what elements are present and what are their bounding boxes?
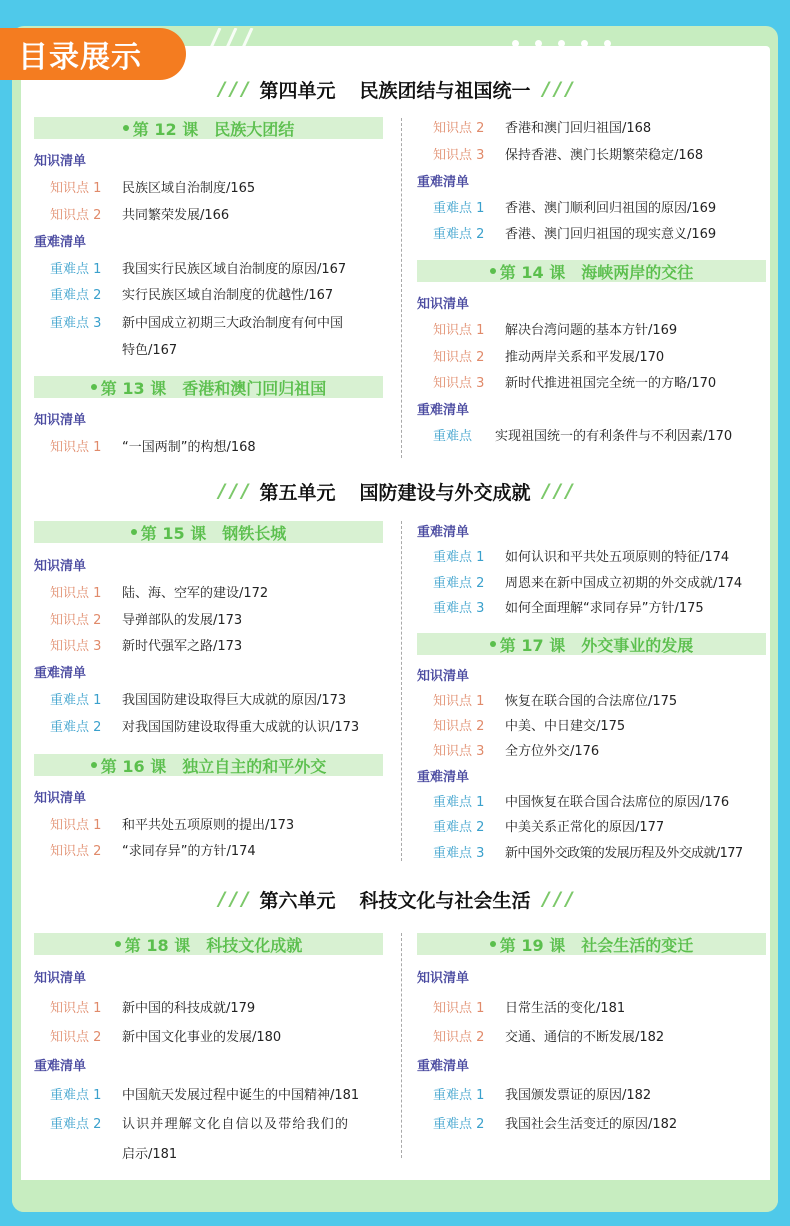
- item-label: 知识点 2: [50, 613, 102, 628]
- list-item: [433, 546, 729, 565]
- list-item: [433, 1026, 664, 1045]
- unit-number: 第四单元: [259, 79, 336, 102]
- item-text: 特色/167: [122, 343, 178, 358]
- item-label: 知识点 3: [433, 376, 485, 391]
- bullet-icon: [131, 529, 137, 535]
- section-label: 知识清单: [417, 971, 470, 986]
- item-text: 保持香港、澳门长期繁荣稳定/168: [505, 148, 704, 163]
- item-label: 知识点 3: [433, 148, 485, 163]
- list-item: [433, 715, 625, 734]
- item-label: 重难点 1: [50, 693, 102, 708]
- item-label: 重难点 2: [50, 720, 102, 735]
- item-text: 陆、海、空军的建设/172: [122, 586, 269, 601]
- lesson-name: 钢铁长城: [222, 523, 287, 543]
- list-item: [50, 312, 343, 331]
- item-text: 实行民族区域自治制度的优越性/167: [122, 288, 334, 303]
- list-item: [433, 117, 651, 136]
- item-label: 重难点 2: [433, 820, 485, 835]
- section-label: 知识清单: [34, 154, 87, 169]
- list-item: [50, 284, 333, 303]
- item-text: 新中国成立初期三大政治制度有何中国: [122, 316, 344, 331]
- list-item: [50, 1084, 359, 1103]
- list-item: [433, 223, 716, 242]
- item-text: 启示/181: [122, 1147, 178, 1162]
- lesson-name: 科技文化成就: [206, 935, 303, 955]
- item-text: 中国航天发展过程中诞生的中国精神/181: [122, 1088, 360, 1103]
- list-item: [50, 609, 242, 628]
- lesson-name: 社会生活的变迁: [581, 935, 694, 955]
- item-text: “一国两制”的构想/168: [122, 440, 256, 455]
- unit-title: [0, 476, 790, 506]
- list-item: [50, 1026, 281, 1045]
- list-item: [433, 997, 625, 1016]
- item-text: 解决台湾问题的基本方针/169: [505, 323, 678, 338]
- slash-decoration-icon: / / /: [218, 888, 248, 910]
- page-title-tab: 目录展示: [0, 28, 186, 80]
- bullet-icon: [115, 941, 121, 947]
- list-item: [433, 372, 716, 391]
- column-divider: [401, 521, 402, 861]
- section-label: 重难清单: [417, 175, 470, 190]
- lesson-header: [34, 376, 383, 398]
- item-label: 知识点 1: [50, 586, 102, 601]
- lesson-number: 第 12 课: [132, 119, 199, 139]
- item-label: 知识点 1: [433, 323, 485, 338]
- item-label: 重难点 1: [50, 262, 102, 277]
- section-label: 知识清单: [34, 413, 87, 428]
- list-item: [433, 842, 743, 861]
- lesson-name: 独立自主的和平外交: [182, 756, 327, 776]
- item-text: 新时代推进祖国完全统一的方略/170: [505, 376, 717, 391]
- item-text: 交通、通信的不断发展/182: [505, 1030, 665, 1045]
- item-label: 重难点 3: [433, 601, 485, 616]
- item-text: 认识并理解文化自信以及带给我们的: [122, 1117, 350, 1132]
- item-text: 中美关系正常化的原因/177: [505, 820, 665, 835]
- list-item: [433, 1084, 651, 1103]
- list-item: [433, 346, 664, 365]
- item-label: 知识点 2: [50, 208, 102, 223]
- list-item: [50, 689, 346, 708]
- slash-decoration-icon: / / /: [542, 480, 572, 502]
- item-text: 香港、澳门回归祖国的现实意义/169: [505, 227, 717, 242]
- list-item: [433, 816, 664, 835]
- list-item: [50, 177, 255, 196]
- lesson-header: [417, 633, 766, 655]
- item-text: 我国社会生活变迁的原因/182: [505, 1117, 678, 1132]
- item-label: 重难点 3: [433, 846, 485, 861]
- item-text: 民族区域自治制度/165: [122, 181, 256, 196]
- lesson-number: 第 16 课: [100, 756, 167, 776]
- item-label: 重难点 3: [50, 316, 102, 331]
- column-divider: [401, 118, 402, 458]
- item-text: 共同繁荣发展/166: [122, 208, 230, 223]
- item-label: 知识点 1: [50, 818, 102, 833]
- item-text: 导弹部队的发展/173: [122, 613, 243, 628]
- item-text: 和平共处五项原则的提出/173: [122, 818, 295, 833]
- item-text: 推动两岸关系和平发展/170: [505, 350, 665, 365]
- unit-name: 科技文化与社会生活: [359, 889, 531, 912]
- list-item: [50, 1113, 349, 1132]
- item-text: 新中国的科技成就/179: [122, 1001, 256, 1016]
- list-item: [433, 572, 742, 591]
- item-label: 知识点 1: [433, 694, 485, 709]
- bullet-icon: [123, 125, 129, 131]
- bottom-frame: [12, 1180, 778, 1212]
- list-item: [50, 840, 256, 859]
- item-text: 周恩来在新中国成立初期的外交成就/174: [505, 576, 743, 591]
- section-label: 重难清单: [417, 525, 470, 540]
- item-text: 新中国文化事业的发展/180: [122, 1030, 282, 1045]
- item-label: 重难点 2: [433, 227, 485, 242]
- list-item: [433, 690, 677, 709]
- section-label: 知识清单: [34, 971, 87, 986]
- tab-stripes-decoration: [204, 28, 304, 50]
- item-label: 重难点 2: [433, 1117, 485, 1132]
- list-item: [50, 258, 346, 277]
- lesson-header: [34, 117, 383, 139]
- list-item: [50, 204, 229, 223]
- item-text: 恢复在联合国的合法席位/175: [505, 694, 678, 709]
- slash-decoration-icon: / / /: [218, 78, 248, 100]
- item-label: 知识点 3: [433, 744, 485, 759]
- list-item: [50, 814, 294, 833]
- item-text: 香港和澳门回归祖国/168: [505, 121, 652, 136]
- unit-title: [0, 884, 790, 914]
- item-label: 重难点 1: [433, 1088, 485, 1103]
- item-label: 重难点 1: [433, 201, 485, 216]
- item-label: 知识点 1: [50, 1001, 102, 1016]
- section-label: 知识清单: [417, 297, 470, 312]
- list-item: [50, 997, 255, 1016]
- slash-decoration-icon: / / /: [542, 78, 572, 100]
- item-text: “求同存异”的方针/174: [122, 844, 256, 859]
- item-label: 重难点 1: [433, 795, 485, 810]
- item-text: 我国国防建设取得巨大成就的原因/173: [122, 693, 347, 708]
- item-label: 重难点 1: [50, 1088, 102, 1103]
- item-text: 实现祖国统一的有利条件与不利因素/170: [495, 429, 733, 444]
- section-label: 重难清单: [417, 1059, 470, 1074]
- item-label: 知识点 3: [50, 639, 102, 654]
- lesson-number: 第 15 课: [140, 523, 207, 543]
- lesson-header: [34, 754, 383, 776]
- list-item: [50, 436, 256, 455]
- item-label: 重难点 1: [433, 550, 485, 565]
- item-label: 知识点 1: [433, 1001, 485, 1016]
- lesson-name: 民族大团结: [214, 119, 295, 139]
- item-label: 重难点 2: [433, 576, 485, 591]
- item-text: 如何全面理解“求同存异”方针/175: [505, 601, 704, 616]
- item-label: 知识点 1: [50, 440, 102, 455]
- item-label: 知识点 1: [50, 181, 102, 196]
- section-label: 重难清单: [417, 770, 470, 785]
- item-text: 新中国外交政策的发展历程及外交成就/177: [505, 846, 743, 861]
- item-label: 知识点 2: [433, 350, 485, 365]
- item-label: 重难点: [433, 429, 473, 444]
- item-text: 香港、澳门顺利回归祖国的原因/169: [505, 201, 717, 216]
- list-item: [433, 197, 716, 216]
- lesson-header: [34, 521, 383, 543]
- bullet-icon: [490, 641, 496, 647]
- section-label: 重难清单: [417, 403, 470, 418]
- list-item: [50, 716, 359, 735]
- list-item: [433, 740, 599, 759]
- list-item: [50, 635, 242, 654]
- bullet-icon: [91, 384, 97, 390]
- list-item-continued: [122, 339, 177, 358]
- item-text: 如何认识和平共处五项原则的特征/174: [505, 550, 730, 565]
- lesson-number: 第 17 课: [499, 635, 566, 655]
- item-label: 知识点 2: [433, 1030, 485, 1045]
- slash-decoration-icon: / / /: [542, 888, 572, 910]
- list-item: [433, 597, 704, 616]
- item-label: 知识点 2: [433, 719, 485, 734]
- section-label: 重难清单: [34, 666, 87, 681]
- lesson-header: [417, 933, 766, 955]
- list-item: [433, 1113, 677, 1132]
- section-label: 重难清单: [34, 1059, 87, 1074]
- item-text: 我国颁发票证的原因/182: [505, 1088, 652, 1103]
- lesson-name: 香港和澳门回归祖国: [182, 378, 327, 398]
- item-text: 我国实行民族区域自治制度的原因/167: [122, 262, 347, 277]
- lesson-name: 海峡两岸的交往: [581, 262, 694, 282]
- unit-number: 第六单元: [259, 889, 336, 912]
- slash-decoration-icon: / / /: [218, 480, 248, 502]
- section-label: 重难清单: [34, 235, 87, 250]
- item-text: 中美、中日建交/175: [505, 719, 626, 734]
- lesson-number: 第 14 课: [499, 262, 566, 282]
- list-item: [433, 791, 729, 810]
- bullet-icon: [490, 268, 496, 274]
- lesson-name: 外交事业的发展: [581, 635, 694, 655]
- item-text: 中国恢复在联合国合法席位的原因/176: [505, 795, 730, 810]
- section-label: 知识清单: [34, 791, 87, 806]
- list-item: [433, 425, 732, 444]
- section-label: 知识清单: [34, 559, 87, 574]
- header-dots-decoration: [512, 40, 611, 48]
- list-item: [50, 582, 268, 601]
- item-text: 日常生活的变化/181: [505, 1001, 626, 1016]
- item-label: 重难点 2: [50, 1117, 102, 1132]
- lesson-header: [34, 933, 383, 955]
- unit-title: [0, 74, 790, 104]
- item-text: 全方位外交/176: [505, 744, 600, 759]
- item-label: 知识点 2: [433, 121, 485, 136]
- item-label: 重难点 2: [50, 288, 102, 303]
- list-item: [433, 319, 677, 338]
- lesson-number: 第 18 课: [124, 935, 191, 955]
- lesson-number: 第 13 课: [100, 378, 167, 398]
- item-text: 新时代强军之路/173: [122, 639, 243, 654]
- section-label: 知识清单: [417, 669, 470, 684]
- unit-number: 第五单元: [259, 481, 336, 504]
- item-label: 知识点 2: [50, 844, 102, 859]
- item-label: 知识点 2: [50, 1030, 102, 1045]
- bullet-icon: [490, 941, 496, 947]
- unit-name: 国防建设与外交成就: [359, 481, 531, 504]
- unit-name: 民族团结与祖国统一: [359, 79, 531, 102]
- list-item-continued: [122, 1143, 177, 1162]
- bullet-icon: [91, 762, 97, 768]
- column-divider: [401, 933, 402, 1158]
- lesson-header: [417, 260, 766, 282]
- item-text: 对我国国防建设取得重大成就的认识/173: [122, 720, 360, 735]
- lesson-number: 第 19 课: [499, 935, 566, 955]
- list-item: [433, 144, 703, 163]
